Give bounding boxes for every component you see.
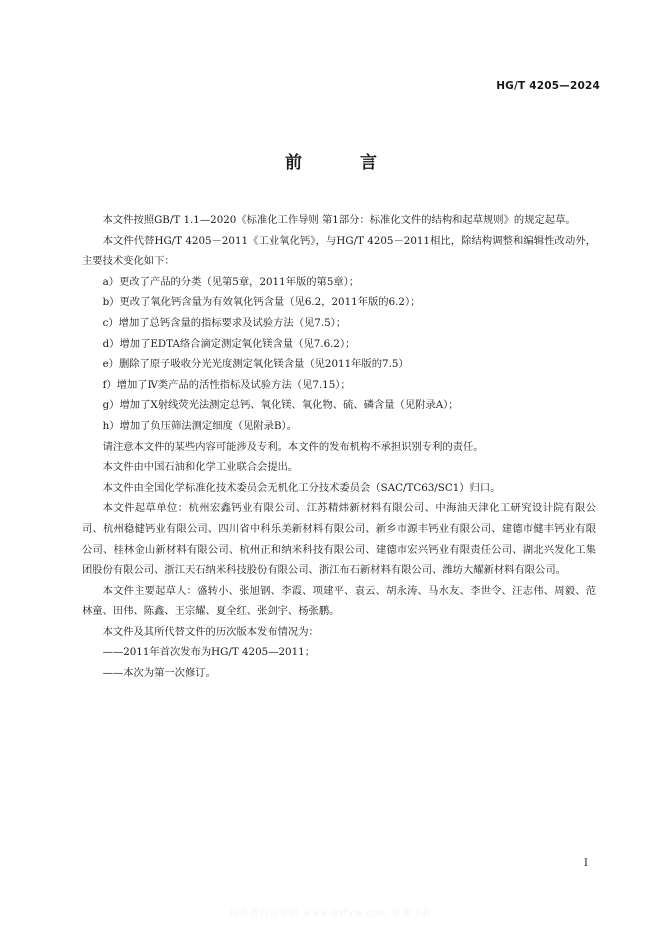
list-item: f）增加了Ⅳ类产品的活性指标及试验方法（见7.15）； [102, 378, 351, 391]
list-item: h）增加了负压筛法测定细度（见附录B）。 [102, 419, 297, 432]
history-item: ——本次为第一次修订。 [102, 667, 216, 680]
list-item: a）更改了产品的分类（见第5章，2011年版的第5章）； [102, 275, 360, 288]
paragraph-drafting-rules: 本文件按照GB/T 1.1—2020《标准化工作导则 第1部分：标准化文件的结构和起草规则》的规定起草。 [102, 214, 576, 226]
paragraph-under-jurisdiction: 本文件由全国化学标准化技术委员会无机化工分技术委员会（SAC/TC63/SC1）归口。 [102, 481, 501, 494]
list-item: d）增加了EDTA络合滴定测定氧化镁含量（见7.6.2）； [102, 337, 356, 350]
watermark: 标准资料分享网 www.bzfxw.com 免费下载 [229, 909, 433, 919]
list-item: e）删除了原子吸收分光光度测定氧化镁含量（见2011年版的7.5） [102, 358, 409, 371]
document-code: HG/T 4205—2024 [496, 80, 600, 92]
page-title: 前 言 [285, 153, 403, 173]
history-item: ——2011年首次发布为HG/T 4205—2011； [102, 646, 315, 659]
paragraph-proposed-by: 本文件由中国石油和化学工业联合会提出。 [102, 461, 299, 474]
paragraph-patent-notice: 请注意本文件的某些内容可能涉及专利。本文件的发布机构不承担识别专利的责任。 [102, 440, 484, 453]
foreword-body [82, 210, 596, 684]
list-item: b）更改了氧化钙含量为有效氧化钙含量（见6.2，2011年版的6.2）； [102, 296, 421, 309]
list-item: g）增加了X射线荧光法测定总钙、氧化镁、氧化物、硫、磷含量（见附录A）； [102, 399, 459, 412]
list-item: c）增加了总钙含量的指标要求及试验方法（见7.5）； [102, 316, 347, 329]
page-number: I [584, 858, 588, 869]
paragraph-drafting-units: 本文件起草单位：杭州宏鑫钙业有限公司、江苏精炜新材料有限公司、中海油天津化工研究设计院有限公司、杭州稳健钙业有限公司、四川省中科乐美新材料有限公司、新乡市源丰钙业有限公司、建德市健丰钙业有限公司、桂林金山新材料有限公司、杭州正和纳米科技有限公司、建德市宏兴钙业有限责任公司、湖北兴发化工集团股份有限公司、浙江天石纳米科技股份有限公司、浙江布石新材料有限公司、潍坊大耀新材料有限公司。 [82, 502, 596, 577]
paragraph-drafters: 本文件主要起草人：盛转小、张旭钢、李霞、项建平、袁云、胡永涛、马水友、李世令、汪志伟、周毅、范林童、田伟、陈鑫、王宗耀、夏全红、张剑宇、杨张鹏。 [82, 584, 596, 618]
paragraph-replaces: 本文件代替HG/T 4205－2011《工业氧化钙》，与HG/T 4205－2011相比，除结构调整和编辑性改动外，主要技术变化如下： [82, 234, 596, 268]
paragraph-history: 本文件及其所代替文件的历次版本发布情况为： [102, 625, 319, 638]
